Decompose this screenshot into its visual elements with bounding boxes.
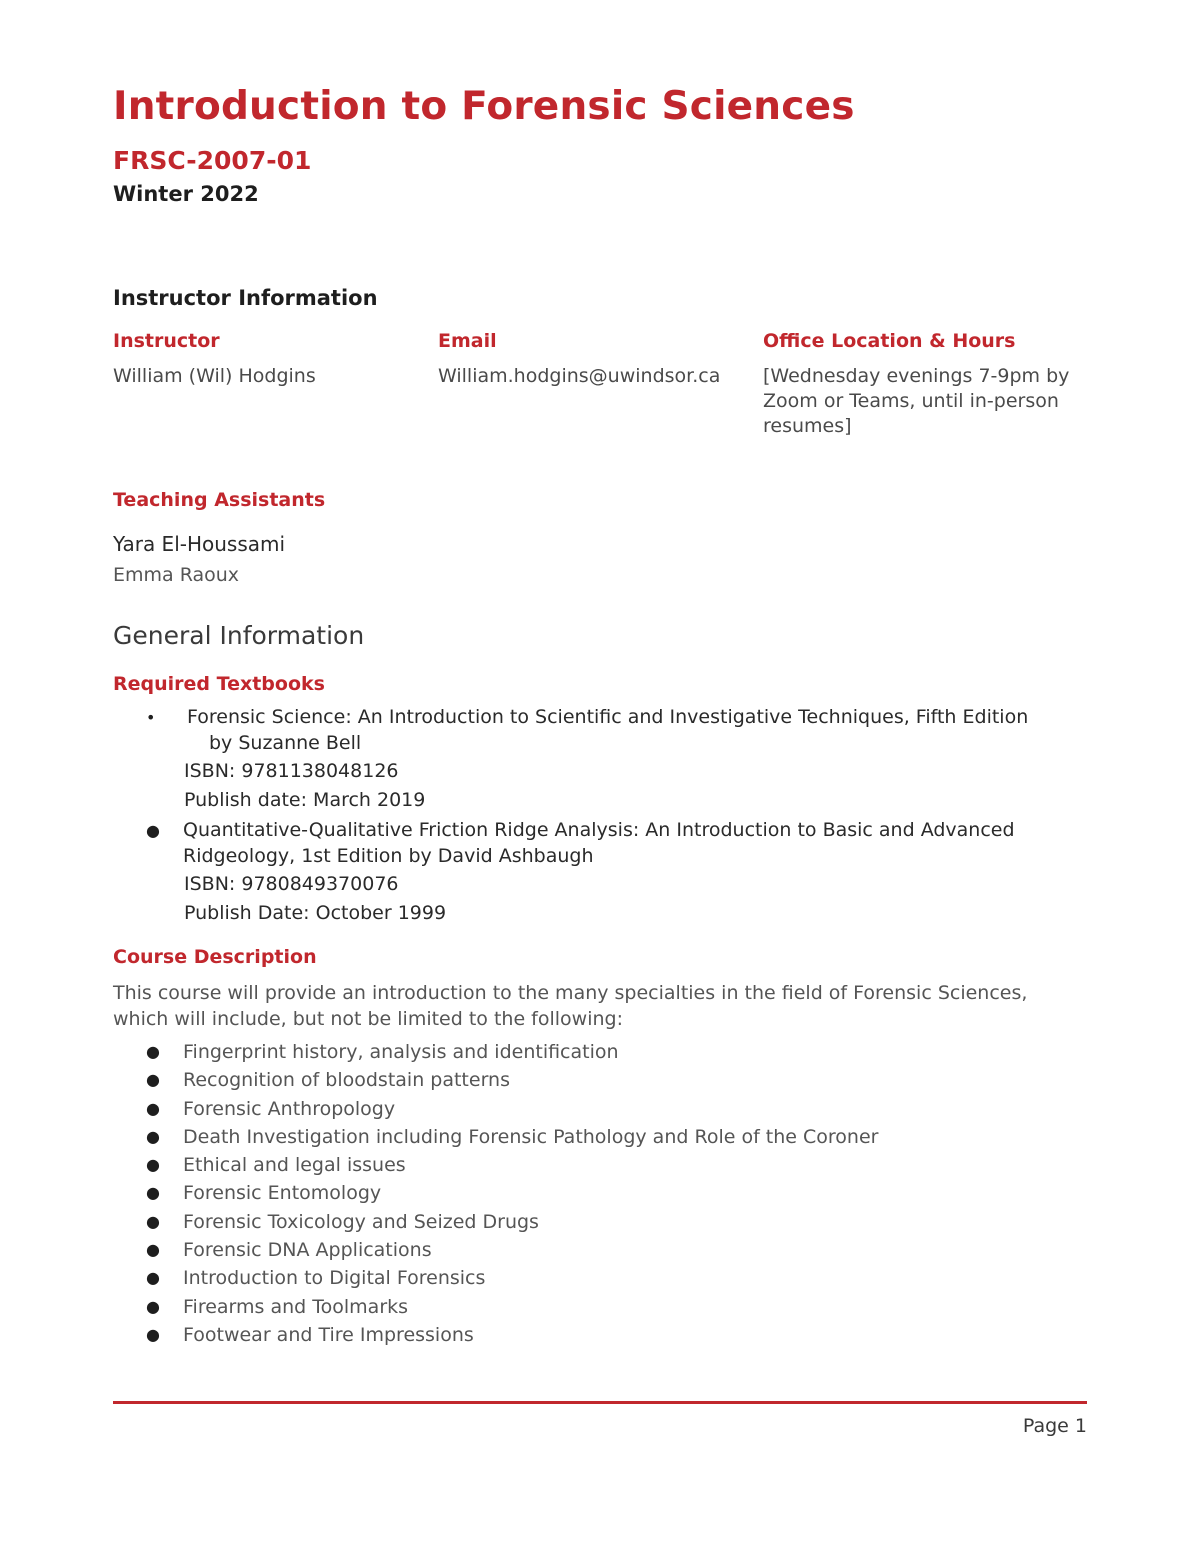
- textbook-author: Ridgeology, 1st Edition by David Ashbaugh: [183, 845, 594, 867]
- bullet-icon: ●: [146, 1042, 160, 1061]
- course-description-text: This course will provide an introduction to the many specialties in the field of Forensic Sciences, which will include, but not be limited to the following:: [113, 982, 1028, 1030]
- textbook-publish-date: Publish date: March 2019: [184, 789, 426, 811]
- bullet-icon: ●: [146, 1324, 160, 1344]
- bullet-icon: ●: [146, 1126, 160, 1146]
- bullet-icon: ●: [146, 1211, 160, 1231]
- list-item: ● Ethical and legal issues: [113, 1151, 878, 1179]
- instructor-information-heading: Instructor Information: [113, 286, 378, 310]
- bullet-icon: ●: [146, 1268, 160, 1288]
- instructor-name: William (Wil) Hodgins: [113, 365, 316, 387]
- general-information-heading: General Information: [113, 621, 365, 650]
- syllabus-page: [113, 0, 1087, 1553]
- list-item: ● Forensic Entomology: [113, 1179, 878, 1207]
- bullet-icon: ●: [146, 1240, 160, 1260]
- list-item: ● Introduction to Digital Forensics: [113, 1264, 878, 1292]
- list-item: ● Forensic Toxicology and Seized Drugs: [113, 1208, 878, 1236]
- list-item: ● Footwear and Tire Impressions: [113, 1321, 878, 1349]
- bullet-icon: ●: [146, 1070, 160, 1090]
- page-number: Page 1: [1022, 1415, 1087, 1437]
- list-item: ● Forensic DNA Applications: [113, 1236, 878, 1264]
- course-code: FRSC-2007-01: [113, 146, 312, 175]
- bullet-icon: ●: [146, 1098, 160, 1118]
- office-hours-value: [Wednesday evenings 7-9pm by Zoom or Teams, until in-person resumes]: [763, 365, 1070, 437]
- instructor-label: Instructor: [113, 330, 220, 352]
- textbook-title: Quantitative-Qualitative Friction Ridge Analysis: An Introduction to Basic and Advanced: [183, 819, 1015, 841]
- bullet-icon: ●: [146, 821, 160, 840]
- textbook-isbn: ISBN: 9781138048126: [184, 760, 399, 782]
- ta-name: Emma Raoux: [113, 564, 240, 586]
- required-textbooks-heading: Required Textbooks: [113, 673, 325, 695]
- topics-list: [113, 1038, 878, 1349]
- teaching-assistants-heading: Teaching Assistants: [113, 489, 326, 511]
- bullet-icon: ●: [146, 1183, 160, 1203]
- bullet-icon: ●: [146, 1296, 160, 1316]
- course-term: Winter 2022: [113, 182, 259, 206]
- bullet-icon: ●: [146, 1155, 160, 1175]
- list-item: ● Fingerprint history, analysis and identification: [113, 1038, 878, 1066]
- list-item: ● Forensic Anthropology: [113, 1095, 878, 1123]
- footer-divider: [113, 1401, 1087, 1404]
- textbook-author: by Suzanne Bell: [209, 732, 362, 754]
- textbook-title: Forensic Science: An Introduction to Scientific and Investigative Techniques, Fifth Edition: [187, 706, 1029, 728]
- office-hours-label: Office Location & Hours: [763, 330, 1016, 352]
- ta-name: Yara El-Houssami: [113, 532, 286, 556]
- list-item: ● Recognition of bloodstain patterns: [113, 1066, 878, 1094]
- textbook-isbn: ISBN: 9780849370076: [184, 873, 399, 895]
- email-label: Email: [438, 330, 497, 352]
- instructor-email[interactable]: William.hodgins@uwindsor.ca: [438, 365, 721, 387]
- textbook-publish-date: Publish Date: October 1999: [184, 902, 447, 924]
- list-item: ● Death Investigation including Forensic Pathology and Role of the Coroner: [113, 1123, 878, 1151]
- document-title: Introduction to Forensic Sciences: [113, 84, 855, 129]
- list-item: ● Firearms and Toolmarks: [113, 1293, 878, 1321]
- bullet-icon: •: [146, 708, 156, 727]
- course-description-heading: Course Description: [113, 946, 317, 968]
